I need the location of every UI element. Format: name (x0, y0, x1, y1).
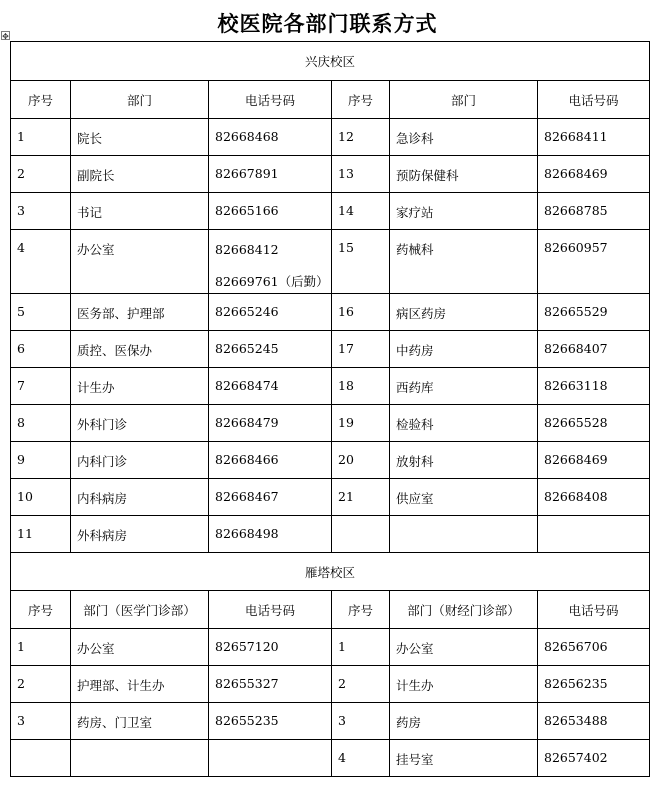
row-no: 2 (11, 666, 71, 703)
header-phone: 电话号码 (538, 591, 650, 629)
row-phone: 82665528 (538, 405, 650, 442)
row-no (11, 740, 71, 777)
header-dept: 部门 (71, 81, 209, 119)
table-row (11, 666, 650, 703)
row-no: 1 (11, 629, 71, 666)
row-phone: 82668498 (209, 516, 332, 553)
row-no: 3 (332, 703, 390, 740)
row-phone: 82657402 (538, 740, 650, 777)
row-phone: 82656706 (538, 629, 650, 666)
row-no: 1 (332, 629, 390, 666)
row-no: 18 (332, 368, 390, 405)
campus-header-xingqing: 兴庆校区 (11, 42, 650, 81)
row-no: 15 (332, 230, 390, 294)
row-no: 19 (332, 405, 390, 442)
row-phone: 82665246 (209, 294, 332, 331)
table-row (11, 629, 650, 666)
table-row (11, 156, 650, 193)
row-dept: 护理部、计生办 (71, 666, 209, 703)
row-phone: 82660957 (538, 230, 650, 294)
row-phone: 82668408 (538, 479, 650, 516)
row-phone: 82668479 (209, 405, 332, 442)
row-no: 14 (332, 193, 390, 230)
row-phone: 82668468 (209, 119, 332, 156)
row-phone: 82655235 (209, 703, 332, 740)
row-no: 12 (332, 119, 390, 156)
row-dept: 办公室 (390, 629, 538, 666)
table-row (11, 442, 650, 479)
row-dept: 药械科 (390, 230, 538, 294)
table-row (11, 193, 650, 230)
row-dept (390, 516, 538, 553)
row-dept: 计生办 (71, 368, 209, 405)
row-dept: 急诊科 (390, 119, 538, 156)
row-phone: 82653488 (538, 703, 650, 740)
row-dept: 内科病房 (71, 479, 209, 516)
page-title: 校医院各部门联系方式 (217, 12, 438, 36)
row-dept: 检验科 (390, 405, 538, 442)
row-phone: 82668407 (538, 331, 650, 368)
campus-header-yanta: 雁塔校区 (11, 553, 650, 591)
row-dept: 外科门诊 (71, 405, 209, 442)
row-dept (71, 740, 209, 777)
header-no: 序号 (332, 81, 390, 119)
row-dept: 预防保健科 (390, 156, 538, 193)
row-phone: 82668474 (209, 368, 332, 405)
table-row (11, 405, 650, 442)
table-row (11, 740, 650, 777)
row-no: 10 (11, 479, 71, 516)
row-dept: 家疗站 (390, 193, 538, 230)
row-phone: 82665529 (538, 294, 650, 331)
row-dept: 计生办 (390, 666, 538, 703)
header-phone: 电话号码 (209, 591, 332, 629)
header-dept: 部门（财经门诊部） (390, 591, 538, 629)
row-no: 13 (332, 156, 390, 193)
row-no: 20 (332, 442, 390, 479)
row-phone (209, 230, 332, 294)
row-no: 4 (332, 740, 390, 777)
row-phone: 82665166 (209, 193, 332, 230)
row-dept: 供应室 (390, 479, 538, 516)
row-no: 17 (332, 331, 390, 368)
row-dept: 院长 (71, 119, 209, 156)
row-phone: 82667891 (209, 156, 332, 193)
row-no: 11 (11, 516, 71, 553)
row-no: 1 (11, 119, 71, 156)
contact-table (10, 41, 650, 777)
row-phone: 82656235 (538, 666, 650, 703)
row-dept: 质控、医保办 (71, 331, 209, 368)
row-phone: 82668466 (209, 442, 332, 479)
header-no: 序号 (332, 591, 390, 629)
table-row (11, 230, 650, 294)
phone-logistics: 82669761（后勤） (215, 274, 329, 289)
table-move-handle-icon[interactable]: ✥ (2, 32, 9, 41)
header-phone: 电话号码 (538, 81, 650, 119)
phone-main: 82668412 (215, 242, 279, 257)
row-phone: 82657120 (209, 629, 332, 666)
row-phone: 82668411 (538, 119, 650, 156)
row-dept: 中药房 (390, 331, 538, 368)
row-dept: 副院长 (71, 156, 209, 193)
header-dept: 部门（医学门诊部） (71, 591, 209, 629)
row-phone: 82663118 (538, 368, 650, 405)
row-dept: 书记 (71, 193, 209, 230)
row-dept: 医务部、护理部 (71, 294, 209, 331)
row-no: 2 (332, 666, 390, 703)
row-no: 9 (11, 442, 71, 479)
row-dept: 药房 (390, 703, 538, 740)
row-no: 2 (11, 156, 71, 193)
row-no: 21 (332, 479, 390, 516)
header-no: 序号 (11, 81, 71, 119)
row-dept: 放射科 (390, 442, 538, 479)
row-phone: 82668785 (538, 193, 650, 230)
row-dept: 西药库 (390, 368, 538, 405)
row-dept: 外科病房 (71, 516, 209, 553)
row-no: 8 (11, 405, 71, 442)
header-dept: 部门 (390, 81, 538, 119)
row-phone: 82668467 (209, 479, 332, 516)
row-dept: 病区药房 (390, 294, 538, 331)
table-row (11, 368, 650, 405)
row-phone: 82668469 (538, 156, 650, 193)
row-phone (538, 516, 650, 553)
row-phone: 82668469 (538, 442, 650, 479)
header-no: 序号 (11, 591, 71, 629)
table-row (11, 479, 650, 516)
row-no: 4 (11, 230, 71, 294)
row-dept: 挂号室 (390, 740, 538, 777)
row-phone: 82655327 (209, 666, 332, 703)
header-phone: 电话号码 (209, 81, 332, 119)
table-row (11, 331, 650, 368)
row-no: 5 (11, 294, 71, 331)
row-dept: 内科门诊 (71, 442, 209, 479)
row-no: 7 (11, 368, 71, 405)
table-row (11, 119, 650, 156)
row-phone (209, 740, 332, 777)
table-row (11, 516, 650, 553)
row-phone: 82665245 (209, 331, 332, 368)
row-no: 16 (332, 294, 390, 331)
table-row (11, 703, 650, 740)
row-no: 3 (11, 703, 71, 740)
row-no (332, 516, 390, 553)
row-no: 3 (11, 193, 71, 230)
row-dept: 药房、门卫室 (71, 703, 209, 740)
row-dept: 办公室 (71, 230, 209, 294)
row-dept: 办公室 (71, 629, 209, 666)
row-no: 6 (11, 331, 71, 368)
table-row (11, 294, 650, 331)
